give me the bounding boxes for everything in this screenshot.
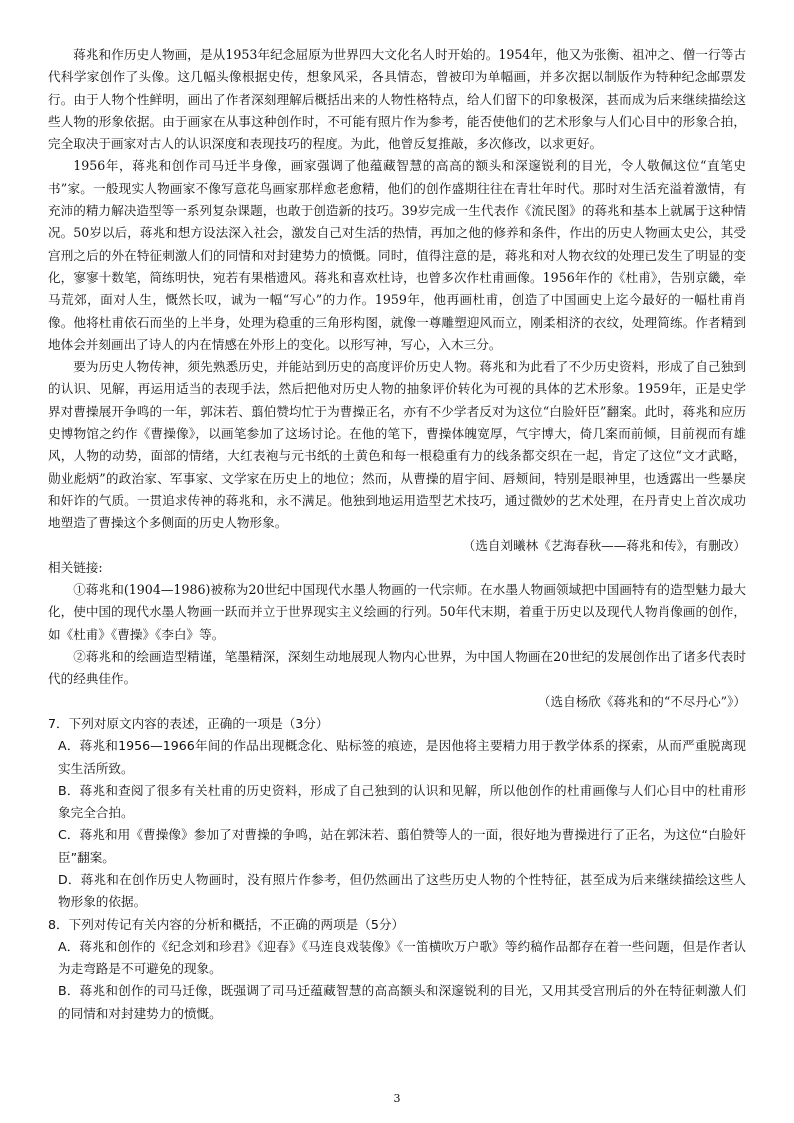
related-links-label: 相关链接:: [48, 559, 103, 575]
question-7-option-c: C．蒋兆和用《曹操像》参加了对曹操的争鸣，站在郭沫若、翦伯赞等人的一面，很好地为曹操进行了正名，为这位“白脸奸臣”翻案。: [58, 827, 746, 865]
question-7-option-b: B．蒋兆和查阅了很多有关杜甫的历史资料，形成了自己独到的认识和见解，所以他创作的杜甫画像与人们心目中的杜甫形象完全合拍。: [58, 782, 746, 821]
related-link-item-1: ①蒋兆和(1904—1986)被称为20世纪中国现代水墨人物画的一代宗师。在水墨人物画领域把中国画特有的造型魅力最大化，使中国的现代水墨人物画一跃而并立于世界现实主义绘画的行列。50年代末期，着重于历史以及现代人物肖像画的创作，如《杜甫》《曹操》《李白》等。: [48, 582, 746, 642]
article-paragraph-1: 蒋兆和作历史人物画，是从1953年纪念屈原为世界四大文化名人时开始的。1954年，他又为张衡、祖冲之、僧一行等古代科学家创作了头像。这几幅头像根据史传，想象风采，各具情态，曾被印为单幅画，并多次据以制版作为特种纪念邮票发行。由于人物个性鲜明，画出了作者深刻理解后概括出来的人物性格特点，给人们留下的印象极深，甚而成为后来继续描绘这些人物的形象依据。由于画家在从事这种创作时，不可能有照片作为参考，能否使他们的艺术形象与人们心目中的形象合拍，完全取决于画家对古人的认识深度和表现技巧的程度。为此，他曾反复推敲，多次修改，以求更好。: [48, 47, 746, 152]
related-link-item-2: ②蒋兆和的绘画造型精谨，笔墨精深，深刻生动地展现人物内心世界，为中国人物画在20世纪的发展创作出了诸多代表时代的经典佳作。: [48, 649, 746, 687]
article-body: [48, 44, 746, 557]
question-8-option-b: B．蒋兆和创作的司马迁像，既强调了司马迁蕴藏智慧的高高额头和深邃锐利的目光，又用其受宫刑后的外在特征刺激人们的同情和对封建势力的愤慨。: [58, 983, 746, 1021]
question-7-stem: 7．下列对原文内容的表述，正确的一项是（3分）: [48, 715, 329, 731]
article-paragraph-3: 要为历史人物传神，须先熟悉历史，并能站到历史的高度评价历史人物。蒋兆和为此看了不少历史资料，形成了自己独到的认识、见解，再运用适当的表现手法，然后把他对历史人物的抽象评价转化为可视的具体的艺术形象。1959年，正是史学界对曹操展开争鸣的一年，郭沫若、翦伯赞均忙于为曹操正名，亦有不少学者反对为这位“白脸奸臣”翻案。此时，蒋兆和应历史博物馆之约作《曹操像》，以画笔参加了这场讨论。在他的笔下，曹操体魄宽厚，气宇博大，倚几案而前倾，目前视而有雄风，人物的动势，面部的情绪，大红表袍与元书纸的土黄色和每一根稳重有力的线条都交织在一起，肯定了这位“文才武略，勋业彪炳”的政治家、军事家、文学家在历史上的地位；然而，从曹操的眉宇间、唇颊间，特别是眼神里，也透露出一些暴戾和奸诈的气质。一贯追求传神的蒋兆和，永不满足。他独到地运用造型艺术技巧，通过微妙的艺术处理，在丹青史上首次成功地塑造了曹操这个多侧面的历史人物形象。: [48, 359, 746, 531]
question-7-option-d: D．蒋兆和在创作历史人物画时，没有照片作参考，但仍然画出了这些历史人物的个性特征，甚至成为后来继续描绘这些人物形象的依据。: [58, 871, 746, 910]
question-7-option-a: A．蒋兆和1956—1966年间的作品出现概念化、贴标签的痕迹，是因他将主要精力用于教学体系的探索，从而严重脱离现实生活所致。: [58, 738, 746, 776]
question-7: [48, 713, 746, 914]
page-number: 3: [393, 1092, 401, 1105]
question-8-option-a: A．蒋兆和创作的《纪念刘和珍君》《迎春》《马连良戏装像》《一笛横吹万户歌》等约稿作品都存在着一些问题，但是作者认为走弯路是不可避免的现象。: [58, 938, 746, 977]
question-8: [48, 914, 746, 1025]
question-8-stem: 8．下列对传记有关内容的分析和概括，不正确的两项是（5分）: [48, 916, 405, 932]
document-page: [48, 44, 746, 1025]
article-paragraph-2: 1956年，蒋兆和创作司马迁半身像，画家强调了他蕴藏智慧的高高的额头和深邃锐利的目光，令人敬佩这位“直笔史书”家。一般现实人物画家不像写意花鸟画家那样愈老愈精，他们的创作盛期往往在青壮年时代。那时对生活充溢着激情，有充沛的精力解决造型等一系列复杂课题，也敢于创造新的技巧。39岁完成一生代表作《流民图》的蒋兆和基本上就属于这种情况。50岁以后，蒋兆和想方设法深入社会，激发自己对生活的热情，再加之他的修养和条件，作出的历史人物画太史公，其受宫刑之后的外在特征刺激人们的同情和对封建势力的愤慨。同时，值得注意的是，蒋兆和对人物衣纹的处理已发生了明显的变化，寥寥十数笔，简练明快，宛若有果楷遗风。蒋兆和喜欢杜诗，也曾多次作杜甫画像。1956年作的《杜甫》，告别京畿，牵马荒郊，面对人生，慨然长叹，诚为一幅“写心”的力作。1959年，他再画杜甫，创造了中国画史上迄今最好的一幅杜甫肖像。他将杜甫依石而坐的上半身，处理为稳重的三角形构图，就像一尊雕塑迎风而立，刚柔相济的衣纹，处理简练。作者精到地体会并刻画出了诗人的内在情感在外形上的变化。以形写神，写心，入木三分。: [48, 158, 746, 352]
related-links-source: （选自杨欣《蒋兆和的“不尽丹心”》）: [537, 693, 746, 709]
article-source: （选自刘曦林《艺海春秋——蒋兆和传》，有删改）: [462, 537, 746, 553]
related-links: [48, 557, 746, 713]
